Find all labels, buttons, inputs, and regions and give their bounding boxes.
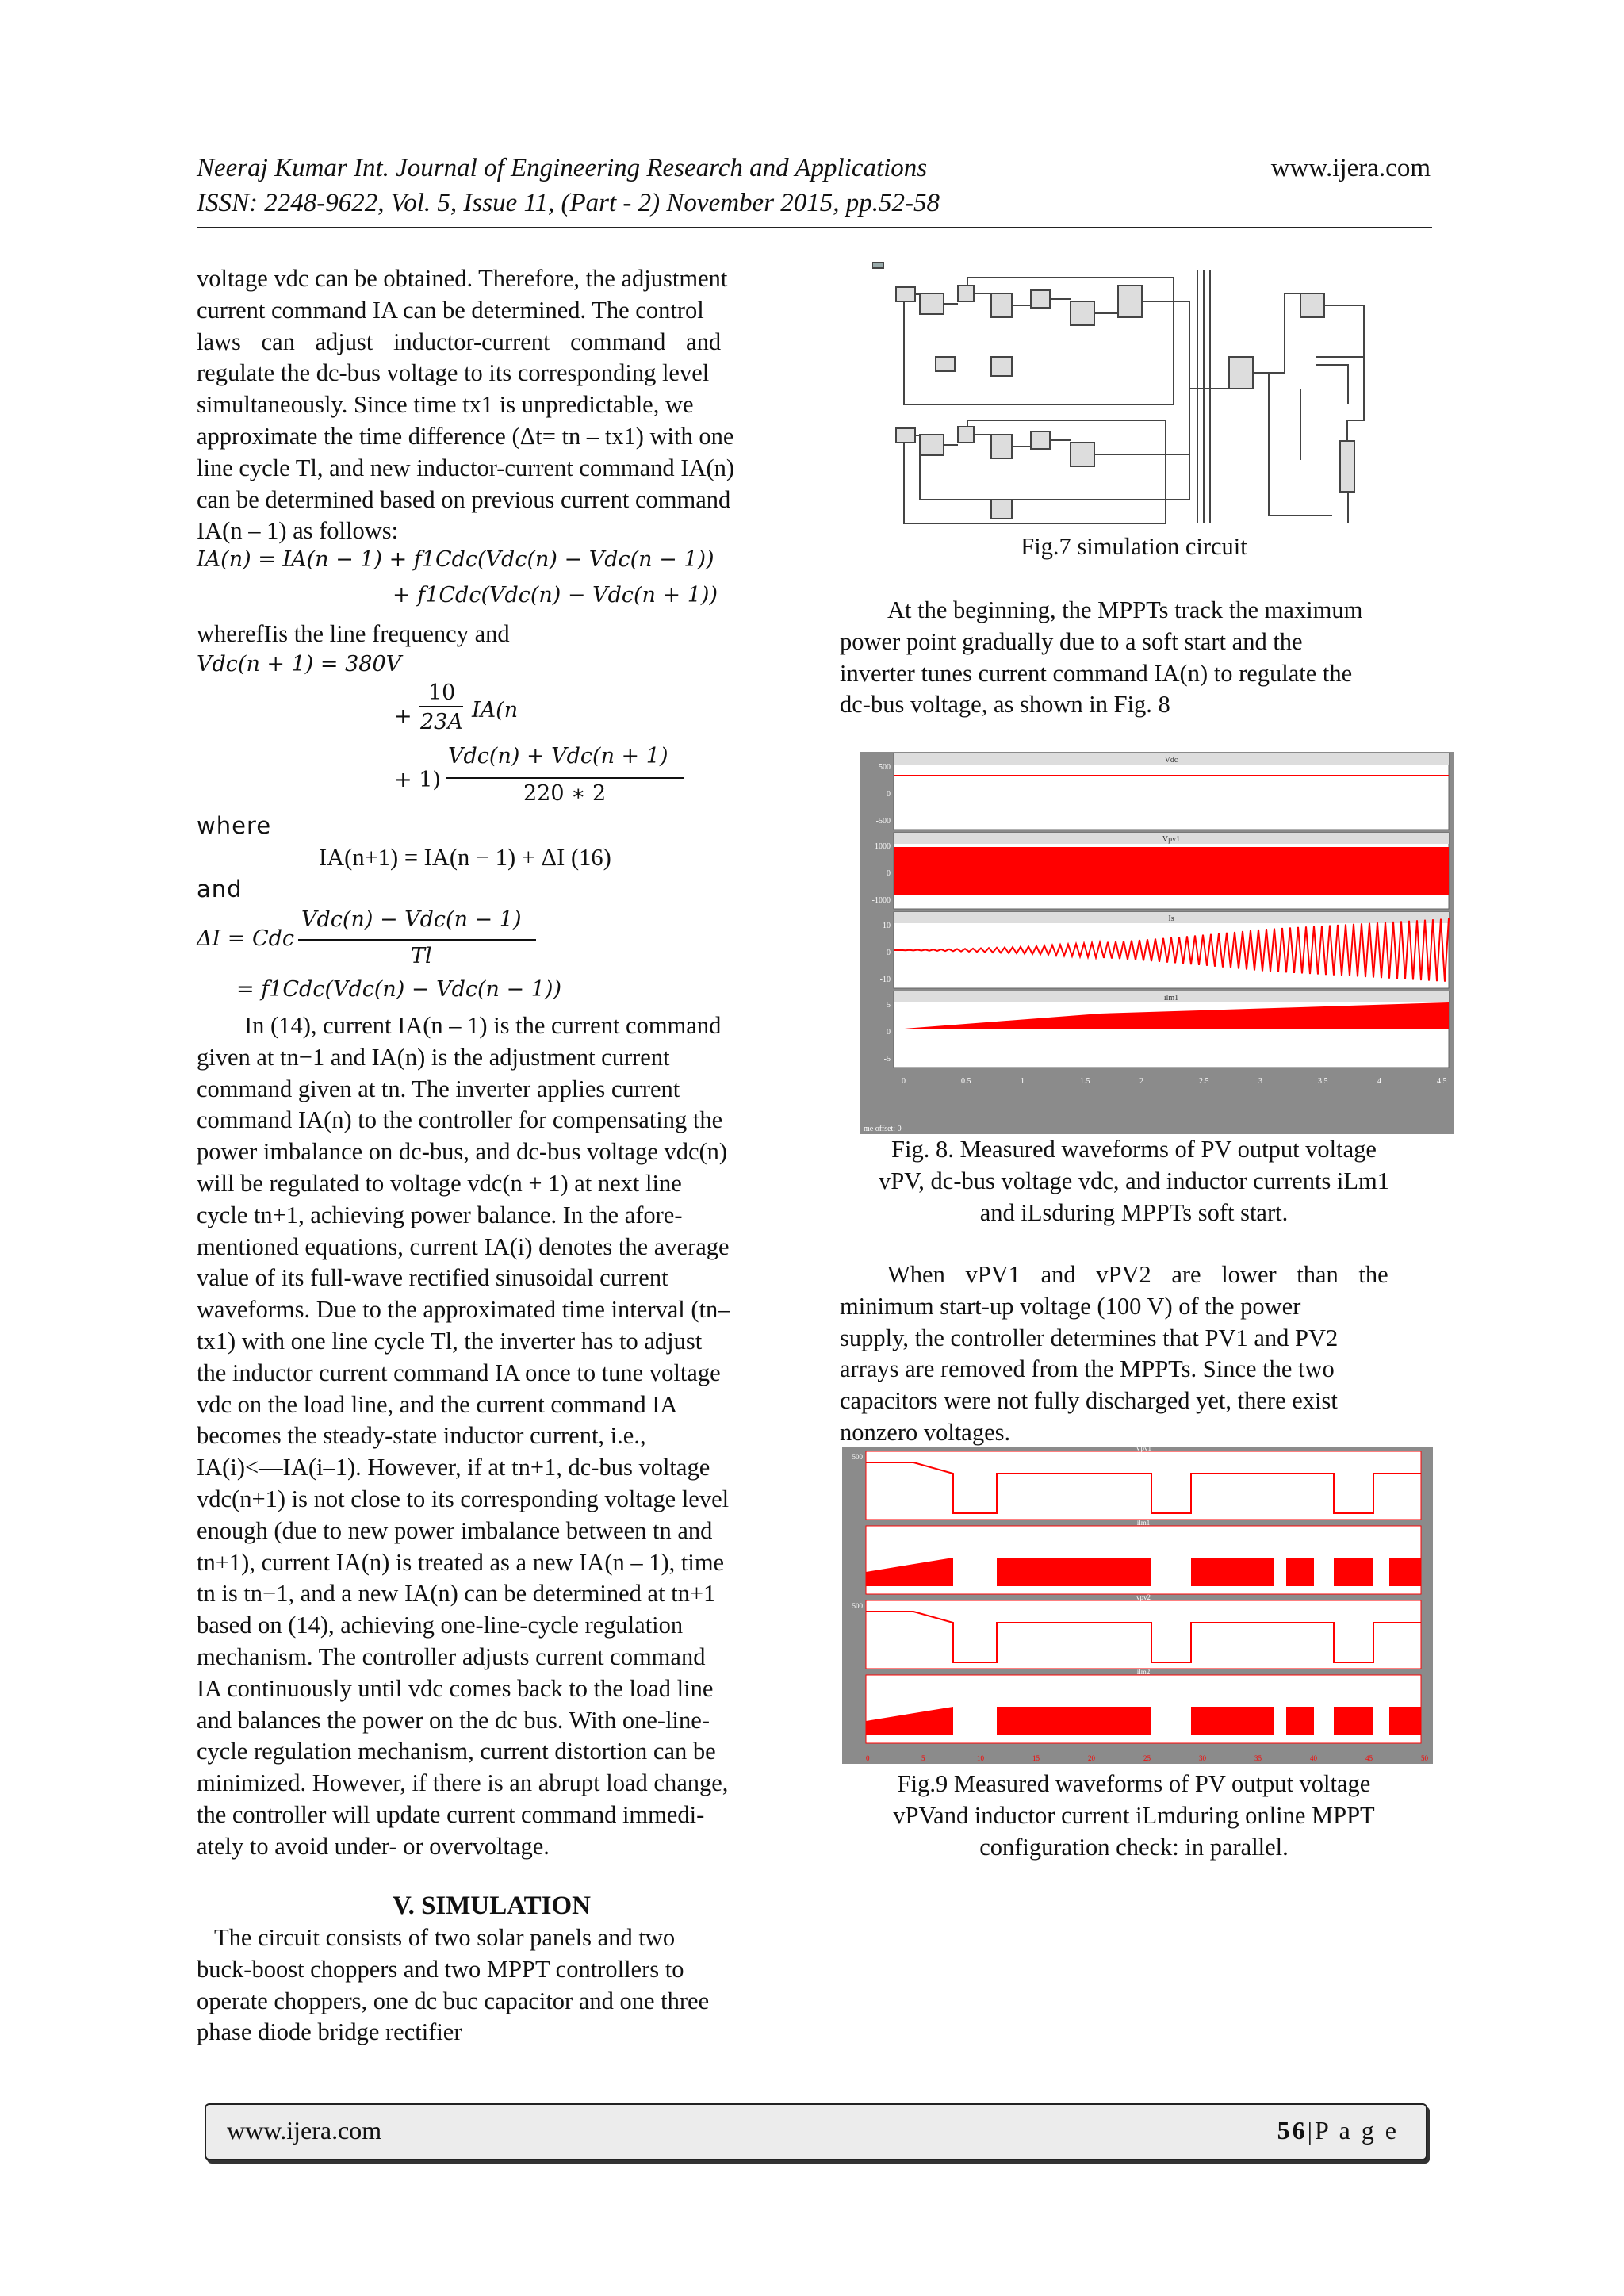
text-line: line cycle Tl, and new inductor-current command IA(n) [197, 454, 735, 481]
text-line: power point gradually due to a soft start and the [840, 627, 1303, 655]
header-site-link[interactable]: www.ijera.com [1270, 154, 1431, 182]
fig9-panel-title: Vpv1 [1136, 1447, 1151, 1452]
left-paragraph-1 [197, 263, 787, 547]
text-line: At the beginning, the MPPTs track the maximum [887, 596, 1363, 623]
fig9-current-block [1286, 1558, 1314, 1586]
text-line: cycle regulation mechanism, current distortion can be [197, 1738, 716, 1765]
fig8-x-tick: 4 [1377, 1077, 1381, 1086]
text-line: tn is tn−1, and a new IA(n) can be determined at tn+1 [197, 1580, 716, 1608]
fig8-y-tick: -500 [875, 817, 891, 826]
circuit-diagram [872, 262, 1380, 531]
text-line: becomes the steady-state inductor current, i.e., [197, 1422, 646, 1450]
footer-site-link[interactable]: www.ijera.com [227, 2116, 382, 2145]
fig9-panel-title: ilm1 [1136, 1519, 1151, 1527]
fraction-bar [419, 706, 463, 707]
fig9-x-tick: 30 [1199, 1754, 1206, 1762]
fig8-y-tick: 500 [879, 763, 891, 772]
text-line: simultaneously. Since time tx1 is unpredictable, we [197, 391, 694, 419]
equation-15-frac2-den: 220 ∗ 2 [523, 781, 607, 806]
text-line: phase diode bridge rectifier [197, 2018, 462, 2046]
equation-16: IA(n+1) = IA(n − 1) + ΔI (16) [319, 844, 611, 871]
fig9-x-tick: 25 [1143, 1754, 1151, 1762]
page-number: 56 [1277, 2116, 1308, 2145]
text-line: value of its full-wave rectified sinusoidal current [197, 1264, 668, 1292]
text-line: mechanism. The controller adjusts current command [197, 1642, 706, 1670]
fig8-vpv1-band [894, 847, 1449, 895]
equation-15-frac2-num: Vdc(n) + Vdc(n + 1) [448, 744, 668, 769]
caption-line: vPV, dc-bus voltage vdc, and inductor currents iLm1 [878, 1167, 1390, 1194]
fig8-panel [894, 753, 1449, 830]
fig9-panel-title: ilm2 [1136, 1668, 1151, 1676]
fig9-current-block [1191, 1558, 1274, 1586]
caption-line: Fig.9 Measured waveforms of PV output voltage [897, 1770, 1371, 1797]
fig8-x-tick: 2 [1139, 1077, 1143, 1086]
text-line: nonzero voltages. [840, 1418, 1011, 1446]
fig8-y-tick: 1000 [875, 842, 891, 851]
fig9-x-tick: 35 [1254, 1754, 1262, 1762]
caption-line: Fig. 8. Measured waveforms of PV output voltage [891, 1136, 1377, 1163]
fig8-panel-title: ilm1 [1163, 994, 1179, 1002]
fig8-x-tick: 3 [1258, 1077, 1262, 1086]
journal-header-line1 [197, 154, 1431, 183]
text-line: regulate the dc-bus voltage to its corresponding level [197, 359, 710, 387]
fig9-caption [840, 1769, 1428, 1863]
caption-line: and iLsduring MPPTs soft start. [979, 1198, 1289, 1226]
text-line: waveforms. Due to the approximated time interval (tn– [197, 1296, 730, 1324]
text-line: vdc on the load line, and the current command IA [197, 1390, 678, 1418]
equation-15-line1: Vdc(n + 1) = 380V [197, 652, 402, 677]
fig8-plot [860, 752, 1454, 1134]
text-line: mentioned equations, current IA(i) denotes the average [197, 1232, 730, 1260]
right-paragraph-2 [840, 1259, 1428, 1449]
text-line: enough (due to new power imbalance between tn and [197, 1516, 713, 1544]
fig9-panel [866, 1451, 1421, 1520]
fig8-x-tick: 4.5 [1437, 1077, 1447, 1086]
section-heading-simulation: V. SIMULATION [393, 1892, 591, 1920]
text-line: supply, the controller determines that PV1 and PV2 [840, 1324, 1339, 1351]
text-line: dc-bus voltage, as shown in Fig. 8 [840, 691, 1170, 719]
text-line: will be regulated to voltage vdc(n + 1) at next line [197, 1169, 682, 1197]
equation-14-line1: IA(n) = IA(n − 1) + f1Cdc(Vdc(n) − Vdc(n − 1)) [197, 547, 714, 572]
fig8-x-tick: 0.5 [961, 1077, 971, 1086]
where-label: where [197, 812, 272, 839]
text-line: arrays are removed from the MPPTs. Since the two [840, 1355, 1335, 1383]
fig8-bottom-text: me offset: 0 [864, 1125, 902, 1133]
equation-15-frac1-den: 23A [420, 710, 463, 734]
text-line: IA(n – 1) as follows: [197, 517, 399, 545]
text-line: buck-boost choppers and two MPPT controllers to [197, 1955, 684, 1983]
fig9-x-tick: 10 [977, 1754, 984, 1762]
fig8-x-tick: 3.5 [1318, 1077, 1328, 1086]
fig8-y-tick: -5 [883, 1055, 891, 1064]
fig8-x-tick: 0 [902, 1077, 906, 1086]
right-paragraph-1 [840, 595, 1428, 721]
fig9-x-tick: 50 [1421, 1754, 1428, 1762]
journal-header-line2: ISSN: 2248-9622, Vol. 5, Issue 11, (Part - 2) November 2015, pp.52-58 [197, 189, 940, 217]
left-paragraph-3 [197, 1922, 787, 2049]
fig9-current-block [1389, 1707, 1421, 1735]
fig7-simulation-circuit [872, 262, 1380, 531]
text-line: current command IA can be determined. The control [197, 296, 704, 324]
equation-15-frac1-num: 10 [428, 680, 456, 705]
fig8-y-tick: 0 [887, 1028, 891, 1037]
text-line: IA(i)<—IA(i–1). However, if at tn+1, dc-bus voltage [197, 1454, 710, 1481]
fig9-current-block [997, 1558, 1151, 1586]
text-line: the controller will update current command immedi- [197, 1800, 705, 1828]
text-line: The circuit consists of two solar panels and two [214, 1924, 676, 1951]
caption-line: configuration check: in parallel. [979, 1833, 1289, 1861]
fig8-panel-title: Vdc [1164, 756, 1178, 765]
text-line: and balances the power on the dc bus. With one-line- [197, 1706, 710, 1734]
fig9-current-block [1191, 1707, 1274, 1735]
text-line: approximate the time difference (Δt= tn – tx1) with one [197, 422, 734, 450]
fig8-x-tick: 1 [1021, 1077, 1025, 1086]
fig9-panel [866, 1600, 1421, 1669]
equation-15-plus: + [394, 704, 412, 729]
equation-deltaI-line2: = f1Cdc(Vdc(n) − Vdc(n − 1)) [236, 977, 561, 1002]
header-rule [197, 227, 1432, 228]
fig8-x-tick: 1.5 [1080, 1077, 1090, 1086]
fig9-x-tick: 45 [1365, 1754, 1373, 1762]
fig9-current-block [1389, 1558, 1421, 1586]
fraction-bar [446, 777, 684, 779]
fig9-current-block [997, 1707, 1151, 1735]
fig8-caption [840, 1134, 1428, 1228]
left-column [197, 263, 787, 547]
fig8-waveforms [860, 752, 1454, 1134]
fig9-y-tick: 500 [852, 1453, 863, 1461]
text-line: tx1) with one line cycle Tl, the inverter has to adjust [197, 1327, 703, 1355]
equation-deltaI-den: Tl [411, 944, 432, 968]
equation-deltaI-lhs: ΔI = Cdc [197, 926, 295, 951]
text-line: given at tn−1 and IA(n) is the adjustment current [197, 1043, 670, 1071]
and-label: and [197, 876, 243, 903]
fig7-caption: Fig.7 simulation circuit [1021, 533, 1247, 560]
text-line: can be determined based on previous current command [197, 485, 731, 513]
fig9-x-tick: 20 [1088, 1754, 1095, 1762]
caption-line: vPVand inductor current iLmduring online MPPT [893, 1801, 1375, 1829]
fig8-y-tick: 0 [887, 949, 891, 957]
text-line: vdc(n+1) is not close to its corresponding voltage level [197, 1485, 730, 1512]
text-line: command IA(n) to the controller for compensating the [197, 1106, 723, 1134]
page-label: |P a g e [1307, 2116, 1399, 2145]
equation-15-line2: IA(n [472, 698, 519, 723]
text-line: inverter tunes current command IA(n) to regulate the [840, 659, 1353, 687]
text-line: IA continuously until vdc comes back to the load line [197, 1674, 714, 1702]
text-line: capacitors were not fully discharged yet, there exist [840, 1387, 1338, 1415]
text-line: the inductor current command IA once to tune voltage [197, 1359, 721, 1386]
where-line-frequency: wherefIis the line frequency and [197, 620, 510, 647]
text-line: voltage vdc can be obtained. Therefore, the adjustment [197, 265, 728, 292]
fig9-current-block [1286, 1707, 1314, 1735]
text-line: ately to avoid under- or overvoltage. [197, 1832, 550, 1860]
journal-title: Neeraj Kumar Int. Journal of Engineering Research and Applications [197, 154, 928, 182]
equation-deltaI-num: Vdc(n) − Vdc(n − 1) [301, 907, 522, 932]
fig9-y-tick: 500 [852, 1602, 863, 1610]
text-line: cycle tn+1, achieving power balance. In the afore- [197, 1201, 683, 1228]
fig9-x-tick: 40 [1310, 1754, 1317, 1762]
text-line: In (14), current IA(n – 1) is the current command [244, 1012, 722, 1039]
fig8-y-tick: -1000 [871, 896, 891, 905]
text-line: minimum start-up voltage (100 V) of the power [840, 1292, 1301, 1320]
text-line: power imbalance on dc-bus, and dc-bus voltage vdc(n) [197, 1138, 728, 1166]
footer-page-number [1277, 2116, 1399, 2145]
text-line: minimized. However, if there is an abrupt load change, [197, 1769, 729, 1797]
fig9-panel-title: vpv2 [1136, 1593, 1151, 1601]
fig8-y-tick: 5 [887, 1001, 891, 1010]
text-line: based on (14), achieving one-line-cycle regulation [197, 1612, 684, 1639]
equation-15-line3: + 1) [394, 768, 441, 792]
fig8-panel-title: Is [1168, 914, 1174, 923]
fig8-panel-title: Vpv1 [1162, 835, 1181, 844]
fig8-y-tick: -10 [879, 976, 891, 984]
text-line: laws can adjust inductor-current command and [197, 328, 722, 355]
left-paragraph-2 [197, 1010, 787, 1863]
fig9-waveforms [842, 1447, 1433, 1764]
fig9-current-block [1334, 1558, 1373, 1586]
fig8-y-tick: 0 [887, 790, 891, 799]
fig9-x-tick: 0 [866, 1754, 870, 1762]
fig9-plot [842, 1447, 1433, 1764]
page-footer [205, 2103, 1427, 2160]
fig9-x-tick: 5 [921, 1754, 925, 1762]
fraction-bar [298, 939, 536, 941]
text-line: tn+1), current IA(n) is treated as a new IA(n – 1), time [197, 1548, 725, 1576]
fig9-x-tick: 15 [1032, 1754, 1040, 1762]
equation-14-line2: + f1Cdc(Vdc(n) − Vdc(n + 1)) [393, 583, 718, 608]
fig9-current-block [1334, 1707, 1373, 1735]
text-line: When vPV1 and vPV2 are lower than the [887, 1261, 1388, 1288]
fig8-y-tick: 0 [887, 869, 891, 878]
fig8-y-tick: 10 [883, 922, 891, 930]
text-line: command given at tn. The inverter applies current [197, 1075, 680, 1102]
text-line: operate choppers, one dc buc capacitor and one three [197, 1987, 710, 2014]
fig8-x-tick: 2.5 [1199, 1077, 1209, 1086]
